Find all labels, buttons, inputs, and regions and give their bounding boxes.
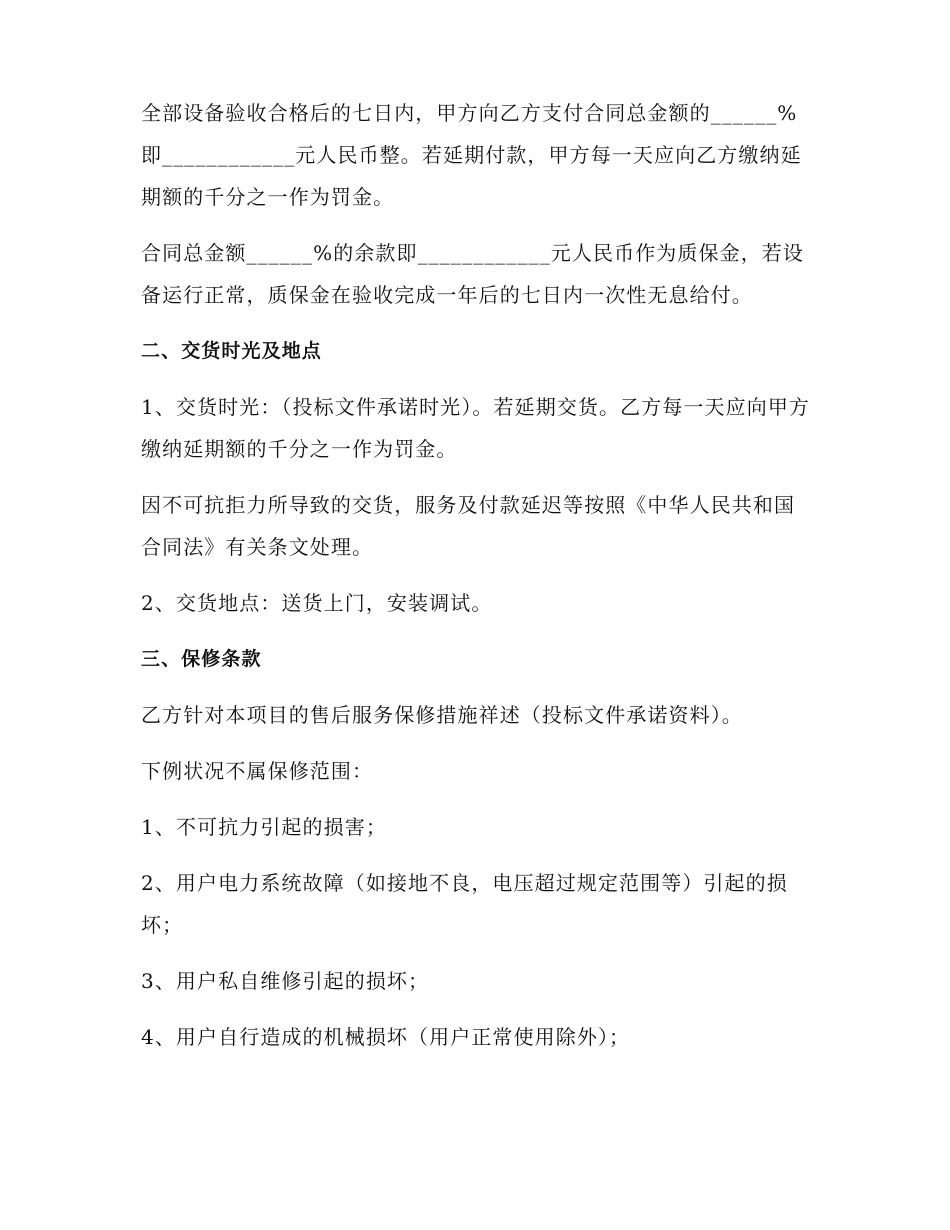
exclusion-item-1: 1、不可抗力引起的损害；	[141, 815, 387, 839]
force-majeure-paragraph: 因不可抗拒力所导致的交货，服务及付款延迟等按照《中华人民共和国合同法》有关条文处理。	[141, 493, 796, 559]
payment-clause-paragraph: 全部设备验收合格后的七日内，甲方向乙方支付合同总金额的______%即____________元人民币整。若延期付款，甲方每一天应向乙方缴纳延期额的千分之一作为罚金。	[141, 101, 802, 209]
exclusions-intro-paragraph: 下例状况不属保修范围：	[141, 759, 374, 783]
section-heading-delivery: 二、交货时光及地点	[141, 340, 322, 362]
document-page	[141, 92, 816, 1072]
after-sales-paragraph: 乙方针对本项目的售后服务保修措施祥述（投标文件承诺资料）。	[141, 703, 743, 727]
warranty-deposit-paragraph: 合同总金额______%的余款即____________元人民币作为质保金，若设备运行正常，质保金在验收完成一年后的七日内一次性无息给付。	[141, 241, 805, 307]
exclusion-item-2: 2、用户电力系统故障（如接地不良，电压超过规定范围等）引起的损坏；	[141, 871, 788, 937]
delivery-location-paragraph: 2、交货地点：送货上门，安装调试。	[141, 591, 493, 615]
delivery-time-paragraph: 1、交货时光：（投标文件承诺时光）。若延期交货。乙方每一天应向甲方缴纳延期额的千分之一作为罚金。	[141, 395, 811, 461]
exclusion-item-4: 4、用户自行造成的机械损坏（用户正常使用除外）；	[141, 1025, 631, 1049]
section-heading-warranty: 三、保修条款	[141, 648, 262, 670]
exclusion-item-3: 3、用户私自维修引起的损坏；	[141, 969, 430, 993]
